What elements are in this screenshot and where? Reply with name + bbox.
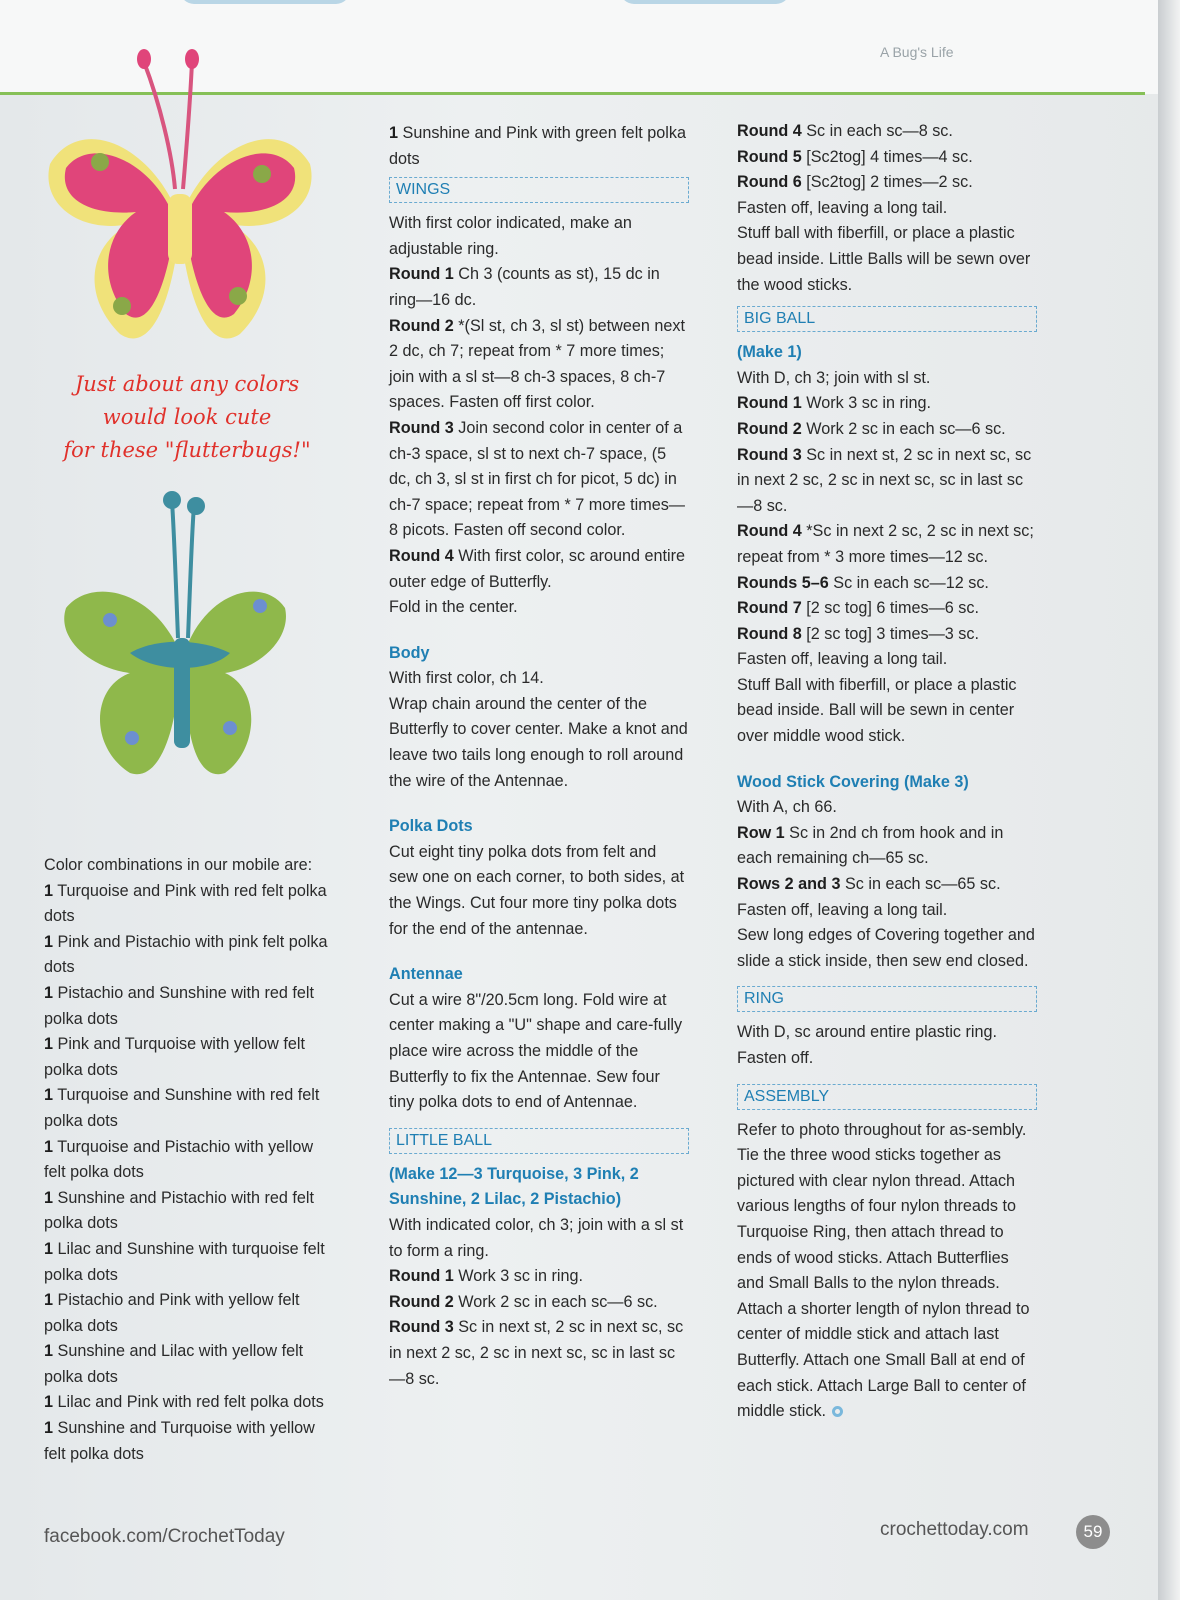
list-item: 1 Turquoise and Pistachio with yellow felt polka dots xyxy=(44,1137,314,1182)
big-ball-round: Round 1 Work 3 sc in ring. xyxy=(737,394,931,413)
big-ball-intro: With D, ch 3; join with sl st. xyxy=(737,368,931,387)
list-item: 1 Turquoise and Pink with red felt polka dots xyxy=(44,881,327,926)
ring-text: With D, sc around entire plastic ring. Fasten off. xyxy=(737,1023,998,1067)
wings-intro: With first color indicated, make an adjustable ring. xyxy=(389,214,632,258)
wings-round: Round 2 *(Sl st, ch 3, sl st) between next 2 dc, ch 7; repeat from * 7 more times; join with a sl st—8 ch-3 spaces, 8 ch-7 spaces. Fasten off first color. xyxy=(389,316,685,412)
section-heading-antennae: Antennae xyxy=(389,965,463,984)
list-item: 1 Lilac and Sunshine with turquoise felt polka dots xyxy=(44,1239,325,1284)
list-item: 1 Lilac and Pink with red felt polka dots xyxy=(44,1393,324,1412)
polka-dots-text: Cut eight tiny polka dots from felt and sew one on each corner, to both sides, at the Wings. Cut four more tiny polka dots for the end of the antennae. xyxy=(389,842,685,938)
wings-round: Round 1 Ch 3 (counts as st), 15 dc in ring—16 dc. xyxy=(389,265,660,309)
facebook-link[interactable]: facebook.com/CrochetToday xyxy=(44,1526,285,1547)
list-item: 1 Pistachio and Pink with yellow felt polka dots xyxy=(44,1291,300,1335)
little-ball-make: (Make 12—3 Turquoise, 3 Pink, 2 Sunshine, 2 Lilac, 2 Pistachio) xyxy=(389,1164,639,1209)
wings-round: Round 4 With first color, sc around entire outer edge of Butterfly. xyxy=(389,546,685,591)
combinations-intro: Color combinations in our mobile are: xyxy=(44,856,313,874)
instructions-column-right xyxy=(737,119,1037,1425)
end-of-article-icon xyxy=(832,1406,843,1417)
list-item: 1 Sunshine and Lilac with yellow felt polka dots xyxy=(44,1342,304,1386)
list-item: 1 Pistachio and Sunshine with red felt polka dots xyxy=(44,983,314,1028)
big-ball-stuff: Stuff Ball with fiberfill, or place a plastic bead inside. Ball will be sewn in center over middle wood stick. xyxy=(737,675,1017,746)
little-ball-fasten: Fasten off, leaving a long tail. xyxy=(737,198,948,217)
big-ball-round: Round 2 Work 2 sc in each sc—6 sc. xyxy=(737,419,1006,438)
wood-intro: With A, ch 66. xyxy=(737,798,837,817)
little-ball-round: Round 6 [Sc2tog] 2 times—2 sc. xyxy=(737,173,973,192)
page-gutter-edge xyxy=(1158,0,1180,1600)
little-ball-round: Round 5 [Sc2tog] 4 times—4 sc. xyxy=(737,147,973,166)
list-item: 1 Sunshine and Turquoise with yellow felt polka dots xyxy=(44,1419,315,1463)
wood-sew: Sew long edges of Covering together and slide a stick inside, then sew end closed. xyxy=(737,926,1035,970)
section-heading-body: Body xyxy=(389,643,430,662)
body-text: With first color, ch 14. xyxy=(389,669,544,688)
big-ball-round: Rounds 5–6 Sc in each sc—12 sc. xyxy=(737,573,989,592)
little-ball-round: Round 1 Work 3 sc in ring. xyxy=(389,1267,583,1286)
list-item: 1 Pink and Pistachio with pink felt polka dots xyxy=(44,932,328,977)
section-heading-big-ball: BIG BALL xyxy=(737,306,1037,332)
little-ball-round: Round 4 Sc in each sc—8 sc. xyxy=(737,122,953,140)
website-link[interactable]: crochettoday.com xyxy=(880,1519,1029,1540)
caption-line: for these "flutterbugs!" xyxy=(63,438,311,462)
top-decoration xyxy=(180,0,350,4)
instructions-column-middle xyxy=(389,121,689,1392)
page-number: 59 xyxy=(1076,1515,1110,1549)
big-ball-round: Round 8 [2 sc tog] 3 times—3 sc. xyxy=(737,624,979,643)
section-heading-little-ball: LITTLE BALL xyxy=(389,1128,689,1154)
green-butterfly-photo xyxy=(60,488,290,788)
assembly-text: Refer to photo throughout for as-sembly. Tie the three wood sticks together as pictured with clear nylon thread. Attach various lengths of four nylon threads to Turquoise Ring, then attach thread to ends of wood sticks. Attach Butterflies and Small Balls to the nylon threads. Attach a shorter length of nylon thread to center of middle stick and attach last Butterfly. Attach one Small Ball at end of each stick. Attach Large Ball to center of middle stick. xyxy=(737,1120,1030,1421)
caption-line: Just about any colors xyxy=(74,372,300,396)
list-item: 1 Pink and Turquoise with yellow felt polka dots xyxy=(44,1035,305,1079)
pink-butterfly-photo xyxy=(40,44,320,364)
list-item: 1 Sunshine and Pistachio with red felt polka dots xyxy=(44,1188,314,1233)
top-decoration xyxy=(620,0,790,4)
section-heading-assembly: ASSEMBLY xyxy=(737,1084,1037,1110)
antennae-text: Cut a wire 8"/20.5cm long. Fold wire at center making a "U" shape and care-fully place wire across the middle of the Butterfly to fix the Antennae. Sew four tiny polka dots to end of Antennae. xyxy=(389,990,683,1112)
big-ball-make: (Make 1) xyxy=(737,343,802,362)
list-item: 1 Turquoise and Sunshine with red felt polka dots xyxy=(44,1086,320,1130)
wood-fasten: Fasten off, leaving a long tail. xyxy=(737,900,948,919)
little-ball-stuff: Stuff ball with fiberfill, or place a plastic bead inside. Little Balls will be sewn over the wood sticks. xyxy=(737,224,1031,294)
big-ball-round: Round 4 *Sc in next 2 sc, 2 sc in next sc; repeat from * 3 more times—12 sc. xyxy=(737,522,1034,566)
wings-fold: Fold in the center. xyxy=(389,598,518,617)
list-item: 1 Sunshine and Pink with green felt polka dots xyxy=(389,124,686,168)
little-ball-round: Round 2 Work 2 sc in each sc—6 sc. xyxy=(389,1292,658,1311)
section-heading-ring: RING xyxy=(737,986,1037,1012)
caption-line: would look cute xyxy=(102,405,272,429)
body-text: Wrap chain around the center of the Butterfly to cover center. Make a knot and leave two tails long enough to roll around the wire of the Antennae. xyxy=(389,694,688,790)
color-combinations-column xyxy=(44,853,334,1467)
big-ball-round: Round 7 [2 sc tog] 6 times—6 sc. xyxy=(737,599,979,618)
section-heading-wings: WINGS xyxy=(389,177,689,203)
little-ball-intro: With indicated color, ch 3; join with a sl st to form a ring. xyxy=(389,1215,684,1260)
big-ball-fasten: Fasten off, leaving a long tail. xyxy=(737,650,948,669)
section-heading-wood-stick: Wood Stick Covering (Make 3) xyxy=(737,772,969,791)
section-heading-polka-dots: Polka Dots xyxy=(389,817,473,836)
big-ball-round: Round 3 Sc in next st, 2 sc in next sc, sc in next 2 sc, 2 sc in next sc, sc in last sc—8 sc. xyxy=(737,445,1032,515)
photo-caption xyxy=(52,368,322,467)
wood-row: Rows 2 and 3 Sc in each sc—65 sc. xyxy=(737,875,1001,894)
little-ball-round: Round 3 Sc in next st, 2 sc in next sc, sc in next 2 sc, 2 sc in next sc, sc in last sc—8 sc. xyxy=(389,1318,684,1388)
wings-round: Round 3 Join second color in center of a ch-3 space, sl st to next ch-7 space, (5 dc, ch 3, sl st in first ch for picot, 5 dc) in ch-7 space; repeat from * 7 more times—8 picots. Fasten off second color. xyxy=(389,418,685,540)
running-title: A Bug's Life xyxy=(880,44,954,60)
wood-row: Row 1 Sc in 2nd ch from hook and in each remaining ch—65 sc. xyxy=(737,823,1004,868)
